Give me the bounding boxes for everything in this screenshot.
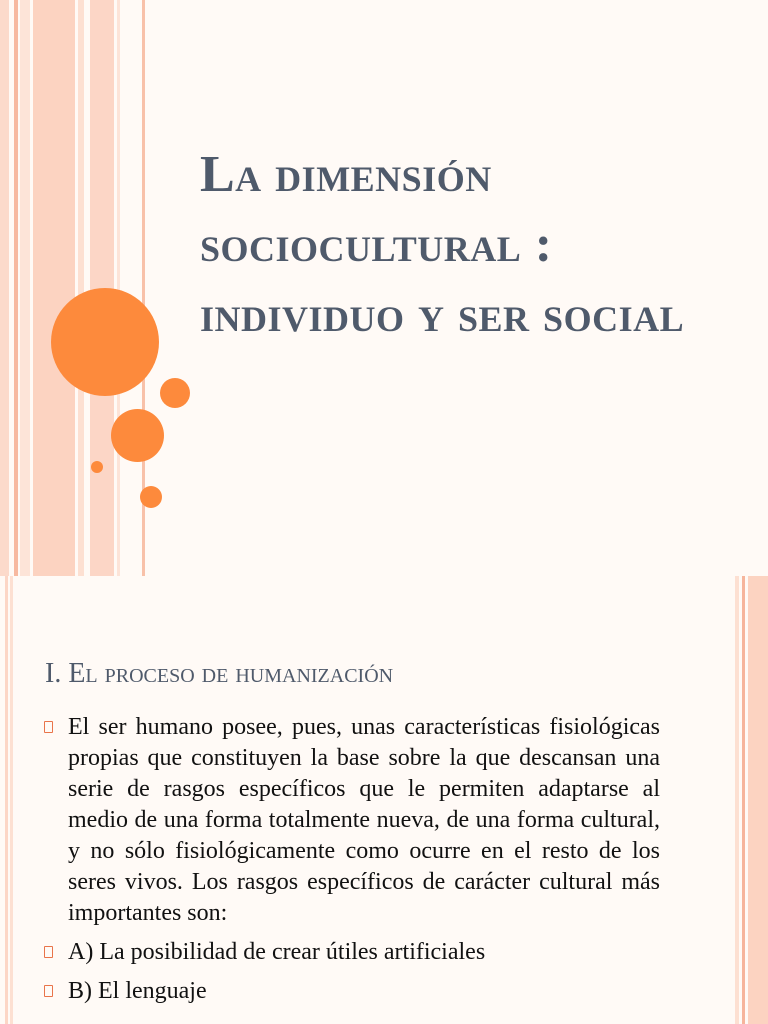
bullet-text: El ser humano posee, pues, unas características fisiológicas propias que constituyen la base sobre la que descansan una serie de rasgos específicos que le permiten adaptarse al medio de una forma totalmente nueva, de una forma cultural, y no sólo fisiológicamente como ocurre en el resto de los seres vivos. Los rasgos específicos de carácter cultural más importantes son: bbox=[68, 714, 660, 926]
decor-stripe bbox=[742, 576, 745, 1024]
list-item bbox=[44, 712, 660, 929]
decor-circle-small bbox=[140, 486, 162, 508]
section-title: I. El proceso de humanización bbox=[45, 658, 394, 689]
decor-circle-large bbox=[51, 288, 159, 396]
decor-stripe bbox=[10, 576, 13, 1024]
decor-circle-small bbox=[160, 378, 190, 408]
bullet-list bbox=[44, 712, 660, 1015]
bullet-icon bbox=[44, 946, 53, 958]
decor-stripe bbox=[20, 0, 30, 576]
decor-stripe bbox=[735, 576, 739, 1024]
list-item bbox=[44, 937, 660, 968]
bullet-icon bbox=[44, 985, 53, 997]
bullet-text: A) La posibilidad de crear útiles artificiales bbox=[68, 939, 486, 965]
decor-circle-medium bbox=[111, 409, 164, 462]
decor-stripe bbox=[5, 576, 8, 1024]
bullet-text: B) El lenguaje bbox=[68, 978, 207, 1004]
decor-stripe bbox=[14, 0, 18, 576]
decor-stripe bbox=[748, 576, 768, 1024]
slide-title: La dimensión sociocultural : individuo y ser social bbox=[200, 146, 685, 343]
decor-circle-tiny bbox=[91, 461, 103, 473]
decor-stripe bbox=[117, 0, 120, 576]
decor-stripe bbox=[33, 0, 75, 576]
decor-stripe bbox=[0, 0, 9, 576]
decor-stripe bbox=[78, 0, 84, 576]
bullet-icon bbox=[44, 721, 53, 733]
list-item bbox=[44, 976, 660, 1007]
